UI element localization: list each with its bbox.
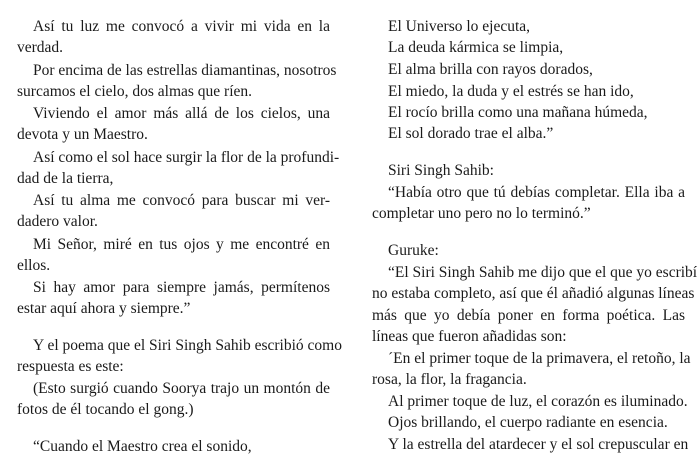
text-line: Y el poema que el Siri Singh Sahib escribió como <box>33 337 342 354</box>
text-line: El Universo lo ejecuta, <box>388 18 531 35</box>
text-line: Así como el sol hace surgir la flor de la profundi- <box>33 149 340 166</box>
text-line: fotos de él tocando el gong.) <box>17 401 194 418</box>
text-line: completar uno pero no lo terminó.” <box>372 205 591 222</box>
text-line: rosa, la flor, la fragancia. <box>372 371 527 388</box>
text-line: ellos. <box>17 257 51 274</box>
text-line: El sol dorado trae el alba.” <box>388 125 554 142</box>
text-line: Ojos brillando, el cuerpo radiante en esencia. <box>388 414 668 431</box>
text-line: verdad. <box>17 39 64 56</box>
text-line: dadero valor. <box>17 213 98 230</box>
text-line: “El Siri Singh Sahib me dijo que el que yo escribí <box>388 264 698 281</box>
text-line: Siri Singh Sahib: <box>388 162 494 179</box>
text-line: devota y un Maestro. <box>17 126 148 143</box>
text-line: La deuda kármica se limpia, <box>388 39 564 56</box>
text-line: El rocío brilla como una mañana húmeda, <box>388 104 648 121</box>
text-line: no estaba completo, así que él añadió algunas líneas <box>372 285 695 302</box>
text-line: Si hay amor para siempre jamás, permítenos <box>33 279 330 296</box>
text-line: líneas que fueron añadidas son: <box>372 328 567 345</box>
text-line: Guruke: <box>388 242 439 259</box>
text-line: El miedo, la duda y el estrés se han ido, <box>388 83 634 100</box>
text-line: estar aquí ahora y siempre.” <box>17 300 191 317</box>
text-line: (Esto surgió cuando Soorya trajo un montón de <box>33 380 330 397</box>
text-line: ´En el primer toque de la primavera, el retoño, la <box>388 350 691 367</box>
text-line: Por encima de las estrellas diamantinas, nosotros <box>33 62 337 79</box>
text-line: Así tu alma me convocó para buscar mi ver- <box>33 192 330 209</box>
text-line: El alma brilla con rayos dorados, <box>388 61 593 78</box>
text-line: Así tu luz me convocó a vivir mi vida en la <box>33 18 330 35</box>
text-line: respuesta es este: <box>17 358 124 375</box>
text-line: más que yo debía poner en forma poética. Las <box>372 307 685 324</box>
text-line: Y la estrella del atardecer y el sol crepuscular en <box>388 436 689 453</box>
text-line: Mi Señor, miré en tus ojos y me encontré en <box>33 236 330 253</box>
text-line: surcamos el cielo, dos almas que ríen. <box>17 83 253 100</box>
text-line: “Cuando el Maestro crea el sonido, <box>33 438 252 455</box>
text-line: Viviendo el amor más allá de los cielos, una <box>33 105 330 122</box>
text-line: dad de la tierra, <box>17 170 114 187</box>
text-line: “Había otro que tú debías completar. Ella iba a <box>388 184 685 201</box>
text-line: Al primer toque de luz, el corazón es iluminado. <box>388 393 688 410</box>
